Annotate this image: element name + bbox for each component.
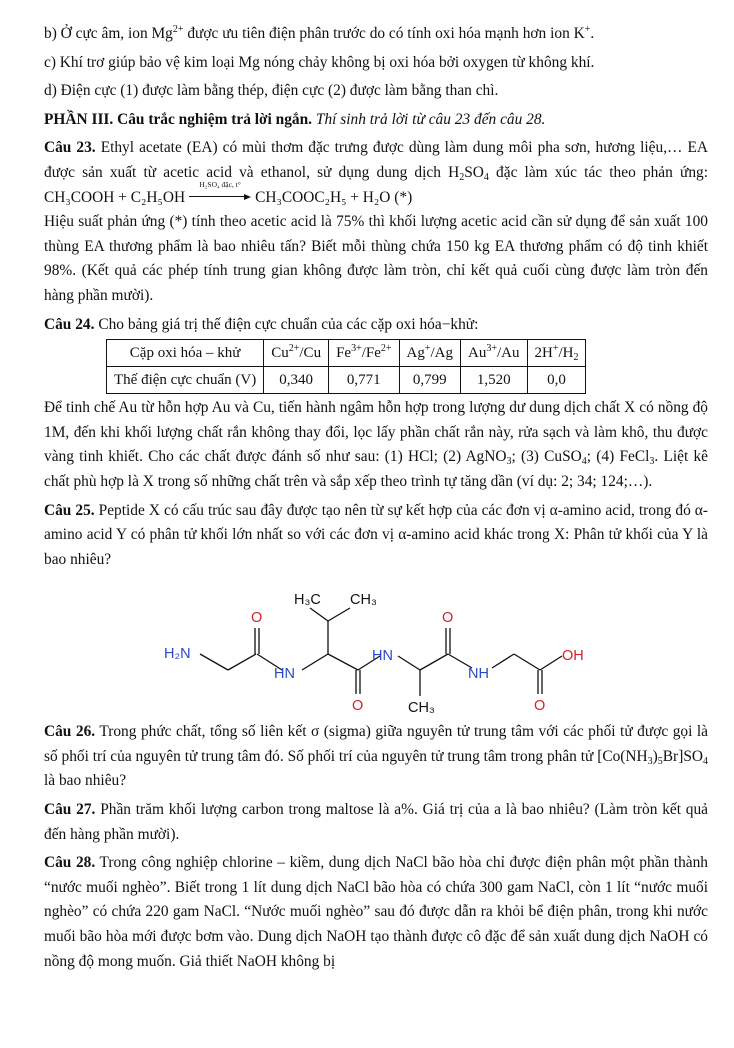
peptide-structure: [162, 578, 602, 716]
table-header-cell: Ag+/Ag: [399, 340, 460, 367]
table-row: [107, 340, 586, 367]
question-26: Câu 26. Trong phức chất, tổng số liên kết σ (sigma) giữa nguyên tử trung tâm với các phối tử được gọi là số phối trí của nguyên tử trung tâm đó. Số phối trí của nguyên tử trung tâm trong phân tử $[Co(NH_3)_5Br]SO_4$ là bao nhiêu?: [44, 723, 708, 790]
question-28: Câu 28. Trong công nghiệp chlorine – kiềm, dung dịch NaCl bão hòa chỉ được điện phân một phần thành “nước muối nghèo”. Biết trong 1 lít dung dịch NaCl bão hòa có chứa 300 gam NaCl, còn 1 lít “nước muối nghèo” có chứa 220 gam NaCl. “Nước muối nghèo” sau đó được dẫn ra khỏi bể điện phân, trong khi nước muối bão hòa mới được bơm vào. Dung dịch NaOH tạo thành được cô đặc để sản xuất dung dịch NaOH có nồng độ mong muốn. Giả thiết NaOH không bị: [44, 854, 708, 970]
potential-table: [106, 339, 586, 394]
question-23-label: Câu 23.: [44, 139, 96, 157]
hn-label-1: HN: [274, 666, 295, 683]
statement-d: d) Điện cực (1) được làm bằng thép, điện cực (2) được làm bằng than chì.: [44, 82, 499, 100]
statement-b: b) Ở cực âm, ion $Mg^{2+}$ được ưu tiên điện phân trước do có tính oxi hóa mạnh hơn ion K+.: [44, 24, 595, 42]
statement-c: c) Khí trơ giúp bảo vệ kim loại Mg nóng chảy không bị oxi hóa bởi oxygen từ không khí.: [44, 53, 595, 71]
table-header-cell: $Cu^{2+}/Cu$: [264, 340, 329, 367]
part-3-heading: PHẦN III. Câu trắc nghiệm trả lời ngắn. Thí sinh trả lời từ câu 23 đến câu 28.: [44, 110, 546, 128]
table-row: [107, 367, 586, 394]
reaction-condition: H₂SO₄ đặc, t°: [199, 179, 241, 189]
table-cell: 0,0: [527, 367, 586, 394]
question-27: Câu 27. Phần trăm khối lượng carbon trong maltose là a%. Giá trị của a là bao nhiêu? (Làm tròn kết quả đến hàng phần mười).: [44, 801, 708, 843]
oxygen-label: O: [352, 698, 364, 715]
table-header-cell: $2H^+/H_2$: [527, 340, 586, 367]
ch3-top-label: CH₃: [350, 592, 377, 609]
amine-label: H₂N: [164, 646, 191, 663]
question-25: Câu 25. Peptide X có cấu trúc sau đây được tạo nên từ sự kết hợp của các đơn vị α-amino acid, trong đó α-amino acid Y có phân tử khối lớn nhất so với các đơn vị α-amino acid khác trong X: Phân tử khối của Y là bao nhiêu?: [44, 501, 708, 568]
equation-right: CH₃COOC₂H₅ + H₂O (*): [255, 188, 413, 206]
question-23-body: Hiệu suất phản ứng (*) tính theo acetic acid là 75% thì khối lượng acetic acid cần sử dụng để sản xuất 100 thùng EA thương phẩm là bao nhiêu tấn? Biết mỗi thùng chứa 150 kg EA thương phẩm có độ tinh khiết 98%. (Kết quả các phép tính trung gian không được làm tròn, chỉ kết quả cuối cùng được làm tròn đến hàng phần mười).: [44, 213, 708, 304]
table-header-cell: $Au^{3+}/Au$: [461, 340, 527, 367]
nh-label: NH: [468, 666, 489, 683]
document-page: [44, 22, 708, 974]
oxygen-label: O: [534, 698, 546, 715]
equation-left: CH₃COOH + C₂H₅OH: [44, 188, 186, 206]
h3c-label: H₃C: [294, 592, 321, 609]
question-24: Câu 24. Cho bảng giá trị thế điện cực chuẩn của các cặp oxi hóa−khử:: [44, 315, 479, 333]
oxygen-label: O: [442, 610, 454, 627]
question-26-label: Câu 26.: [44, 723, 96, 741]
reaction-arrow: [189, 179, 251, 200]
question-24-label: Câu 24.: [44, 315, 95, 333]
table-header-cell: Cặp oxi hóa – khử: [107, 340, 264, 367]
oxygen-label: O: [251, 610, 263, 627]
table-cell: Thế điện cực chuẩn (V): [107, 367, 264, 394]
hn-label-2: HN: [372, 648, 393, 665]
part-3-note: Thí sinh trả lời từ câu 23 đến câu 28.: [312, 110, 546, 128]
table-cell: 0,799: [399, 367, 460, 394]
question-23: Câu 23. Ethyl acetate (EA) có mùi thơm đặc trưng được dùng làm dung môi pha sơn, hương liệu,… EA được sản xuất từ acetic acid và ethanol, sử dụng dung dịch $H_2SO_4$ đặc làm xúc tác theo phản ứng: CH₃COOH + C₂H₅OH H₂SO₄ đặc, t° CH₃COOC₂H₅ + H₂O (*): [44, 139, 709, 206]
table-header-cell: $Fe^{3+}/Fe^{2+}$: [329, 340, 399, 367]
oh-label: OH: [562, 648, 584, 665]
question-25-label: Câu 25.: [44, 501, 95, 519]
table-cell: 0,340: [264, 367, 329, 394]
question-27-label: Câu 27.: [44, 801, 96, 819]
question-24-body: Để tinh chế Au từ hỗn hợp Au và Cu, tiến hành ngâm hỗn hợp trong lượng dư dung dịch chất X có nồng độ 1M, đến khi khối lượng chất rắn không thay đổi, lọc lấy phần chất rắn này, rửa sạch và làm khô, thu được vàng tinh khiết. Cho các chất được đánh số như sau: (1) HCl; (2) AgNO$_3$; (3) CuSO$_4$; (4) FeCl$_3$. Liệt kê chất phù hợp là X trong số những chất trên và sắp xếp theo trình tự tăng dần (ví dụ: 2; 34; 124;…).: [44, 399, 708, 490]
table-cell: 1,520: [461, 367, 527, 394]
question-28-label: Câu 28.: [44, 854, 96, 872]
table-cell: 0,771: [329, 367, 399, 394]
ch3-bottom-label: CH₃: [408, 700, 435, 717]
